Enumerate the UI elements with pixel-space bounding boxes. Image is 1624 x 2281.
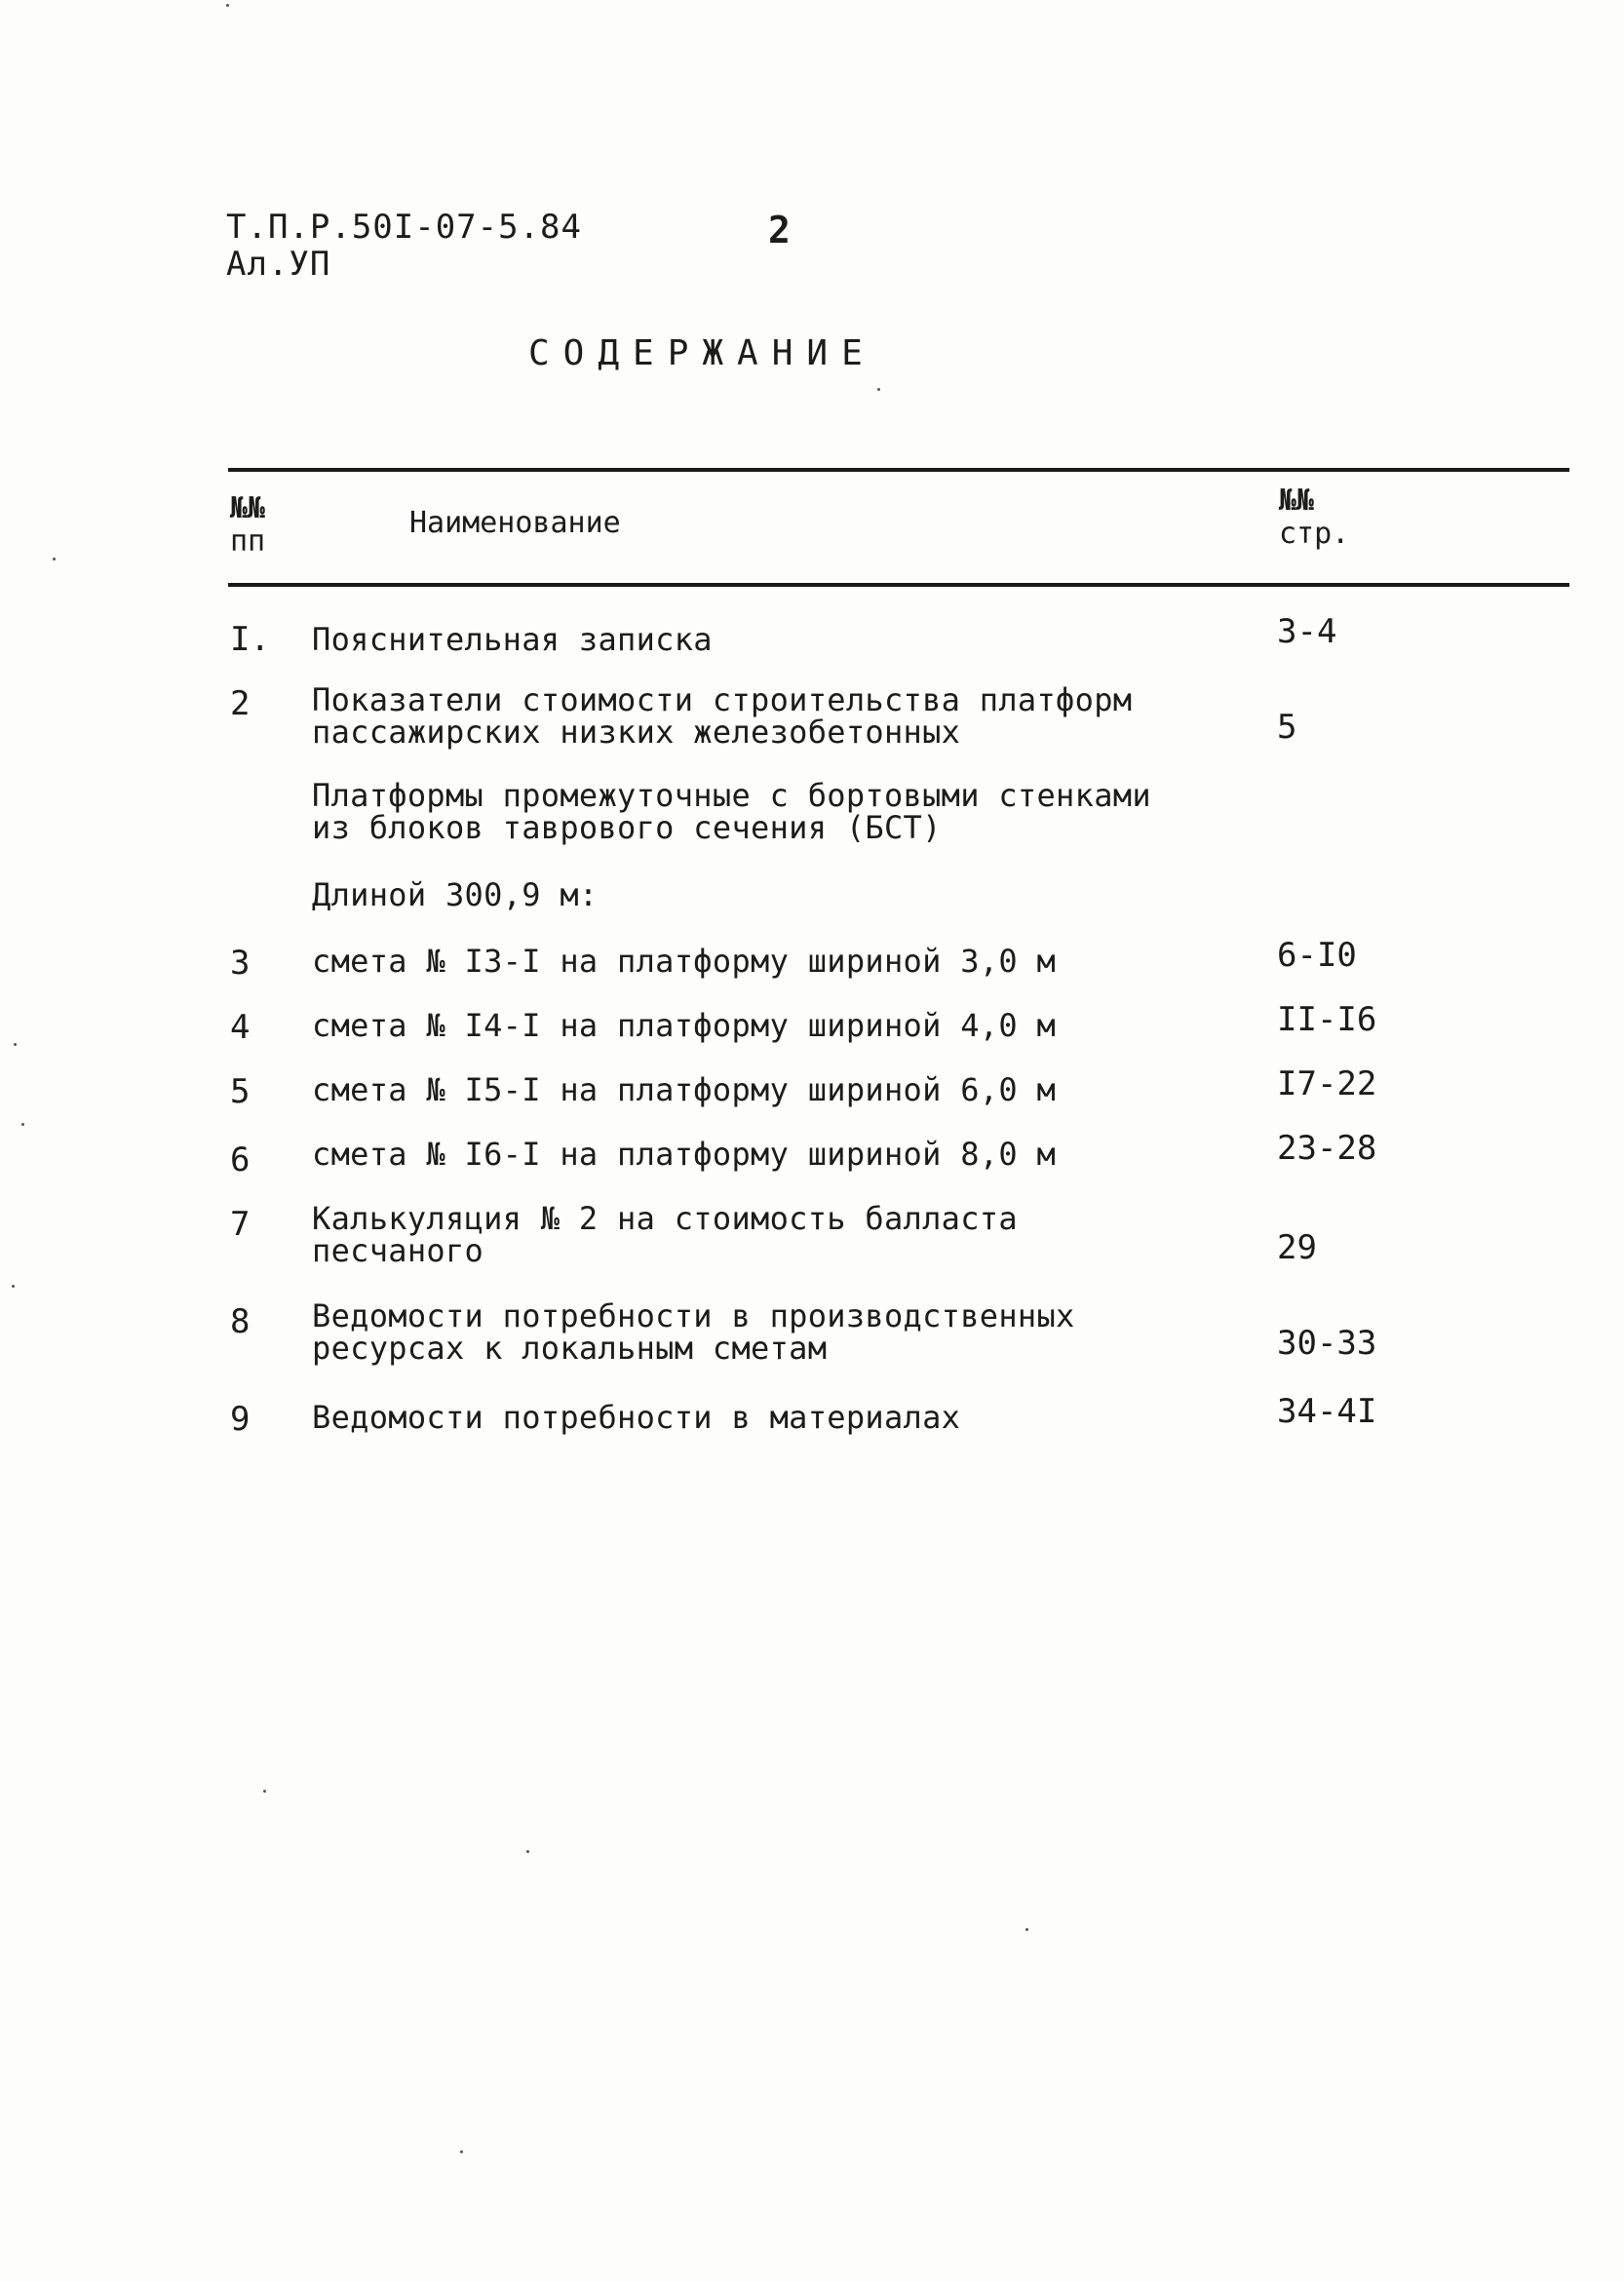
toc-row-pages: 29 bbox=[1277, 1228, 1317, 1267]
column-header-page bbox=[1279, 484, 1386, 551]
toc-row-name bbox=[312, 1297, 1228, 1367]
toc-row-name-line: песчаного bbox=[312, 1232, 484, 1269]
toc-row-name bbox=[312, 1200, 1228, 1269]
toc-row-number: I. bbox=[230, 620, 270, 659]
column-header-page-line1: №№ bbox=[1279, 483, 1315, 518]
toc-row-name-line: Ведомости потребности в производственных bbox=[312, 1297, 1075, 1334]
scan-speck bbox=[1025, 1928, 1028, 1931]
scan-speck bbox=[53, 558, 56, 561]
scan-speck bbox=[263, 1790, 266, 1793]
toc-row-number: 8 bbox=[230, 1302, 251, 1341]
scan-speck bbox=[21, 1123, 24, 1126]
toc-row-number: 5 bbox=[230, 1072, 251, 1111]
toc-row-name-line: смета № I5-I на платформу шириной 6,0 м bbox=[312, 1071, 1057, 1108]
toc-row-number: 6 bbox=[230, 1140, 251, 1179]
toc-row-name-line: смета № I4-I на платформу шириной 4,0 м bbox=[312, 1007, 1057, 1044]
page-number: 2 bbox=[768, 209, 791, 251]
toc-row-name bbox=[312, 1136, 1228, 1173]
toc-row-name-line: смета № I3-I на платформу шириной 3,0 м bbox=[312, 943, 1057, 980]
toc-row-pages: 34-4I bbox=[1277, 1392, 1377, 1431]
toc-row-name bbox=[312, 943, 1228, 980]
toc-row-name-line: смета № I6-I на платформу шириной 8,0 м bbox=[312, 1136, 1057, 1173]
toc-row-number: 9 bbox=[230, 1400, 251, 1439]
page-title: СОДЕРЖАНИЕ bbox=[528, 333, 876, 373]
toc-row-pages: 23-28 bbox=[1277, 1129, 1377, 1168]
toc-row-pages: 3-4 bbox=[1277, 612, 1337, 651]
column-header-number-line1: №№ bbox=[230, 491, 266, 525]
toc-row-name bbox=[312, 876, 1228, 913]
toc-row-pages: 30-33 bbox=[1277, 1324, 1377, 1363]
column-header-name: Наименование bbox=[409, 506, 621, 540]
document-code-line2: Ал.УП bbox=[226, 245, 331, 284]
toc-row-name bbox=[312, 1071, 1228, 1108]
toc-row-name-line: ресурсах к локальным сметам bbox=[312, 1330, 828, 1367]
toc-row-number: 3 bbox=[230, 944, 251, 983]
toc-row-name-line: Длиной 300,9 м: bbox=[312, 876, 599, 913]
toc-row-name-line: Платформы промежуточные с бортовыми стенками bbox=[312, 777, 1151, 814]
table-top-rule bbox=[228, 468, 1569, 472]
toc-row-name bbox=[312, 1007, 1228, 1044]
scan-speck bbox=[877, 388, 880, 391]
column-header-page-line2: стр. bbox=[1279, 517, 1350, 551]
column-header-number bbox=[230, 492, 318, 559]
scan-speck bbox=[526, 1850, 529, 1853]
scan-speck bbox=[12, 1285, 15, 1288]
column-header-number-line2: пп bbox=[230, 524, 266, 559]
toc-row-name-line: Ведомости потребности в материалах bbox=[312, 1399, 961, 1436]
scan-speck bbox=[226, 4, 229, 7]
toc-row-number: 2 bbox=[230, 684, 251, 723]
scan-speck bbox=[14, 1043, 17, 1046]
toc-row-pages: 5 bbox=[1277, 708, 1297, 747]
toc-row-name-line: Показатели стоимости строительства платформ bbox=[312, 681, 1133, 718]
toc-row-name bbox=[312, 777, 1228, 846]
document-code-line1: Т.П.Р.50I-07-5.84 bbox=[226, 208, 582, 247]
toc-row-name bbox=[312, 681, 1228, 751]
toc-row-number: 4 bbox=[230, 1008, 251, 1047]
toc-row-name-line: Калькуляция № 2 на стоимость балласта bbox=[312, 1200, 1018, 1237]
scan-speck bbox=[460, 2150, 463, 2153]
toc-row-name-line: Пояснительная записка bbox=[312, 621, 713, 658]
toc-row-name bbox=[312, 1399, 1228, 1436]
toc-row-number: 7 bbox=[230, 1205, 251, 1244]
toc-row-name bbox=[312, 621, 1228, 658]
toc-row-pages: I7-22 bbox=[1277, 1064, 1377, 1103]
toc-row-pages: 6-I0 bbox=[1277, 936, 1357, 975]
toc-row-pages: II-I6 bbox=[1277, 1000, 1377, 1039]
toc-row-name-line: из блоков таврового сечения (БСТ) bbox=[312, 809, 942, 846]
table-header-rule bbox=[228, 583, 1569, 587]
document-code bbox=[226, 209, 582, 283]
toc-row-name-line: пассажирских низких железобетонных bbox=[312, 714, 961, 751]
